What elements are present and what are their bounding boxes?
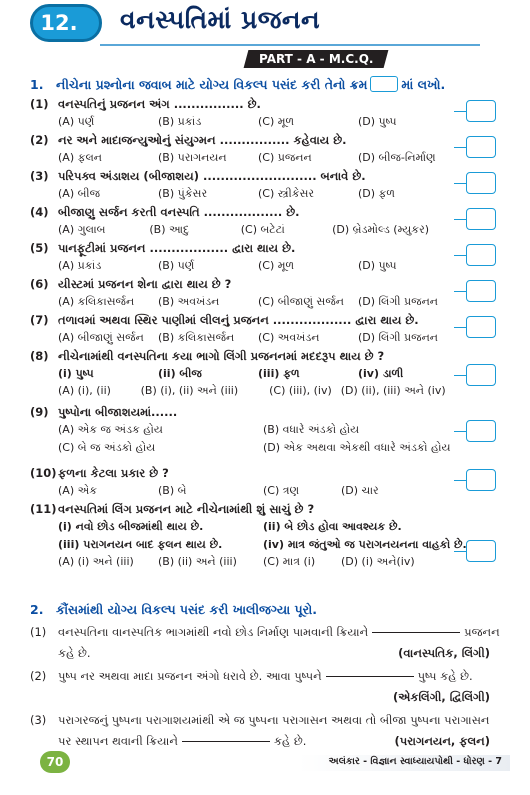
fill-text-line2: પર સ્થાપન થવાની ક્રિયાને [58, 734, 178, 748]
answer-box-5[interactable] [466, 244, 496, 266]
answer-box-6[interactable] [466, 280, 496, 302]
question-stem: બીજાણુ સર્જન કરતી વનસ્પતિ .................. છે. [58, 205, 300, 219]
item-iv: (iv) માત્ર જંતુઓ જ પરાગનયનના વાહકો છે. [263, 538, 467, 551]
blank-line[interactable] [372, 632, 460, 633]
option-b[interactable]: (B) (ii) અને (iii) [158, 555, 237, 568]
part-banner [244, 50, 389, 68]
item-iii: (iii) ફળ [258, 367, 300, 380]
section-number: 1. [30, 77, 44, 92]
option-b[interactable]: (B) આદુ [149, 223, 190, 236]
answer-box-2[interactable] [466, 136, 496, 158]
question-number: (5) [30, 241, 49, 255]
option-a[interactable]: (A) એક જ અંડક હોય [58, 423, 163, 436]
option-c[interactable]: (C) (iii), (iv) [269, 384, 332, 397]
question-number: (11) [30, 502, 57, 516]
question-number: (3) [30, 169, 49, 183]
item-iii: (iii) પરાગનયન બાદ ફલન થાય છે. [58, 538, 223, 551]
fill-text: પરાગરજનું પુષ્પના પરાગાશયમાંથી એ જ પુષ્પના પરાગાસન અથવા તો બીજા પુષ્પના પરાગાસન [58, 713, 490, 727]
option-d[interactable]: (D) (i) અને(iv) [341, 555, 415, 568]
blank-line[interactable] [326, 676, 414, 677]
fill-hint: (વાનસ્પતિક, લિંગી) [398, 646, 490, 660]
part-label: PART - A - M.C.Q. [258, 52, 374, 66]
option-b[interactable]: (B) (i), (ii) અને (iii) [140, 384, 239, 397]
question-number: (6) [30, 277, 49, 291]
option-a[interactable]: (A) પર્ણ [58, 115, 95, 128]
option-b[interactable]: (B) અવખંડન [158, 295, 220, 308]
fill-text-line2: કહે છે. [58, 646, 91, 660]
question-1 [30, 97, 460, 129]
option-c[interactable]: (C) મૂળ [258, 115, 295, 128]
question-11 [30, 502, 467, 569]
section-instruction: નીચેના પ્રશ્નોના જવાબ માટે યોગ્ય વિકલ્પ પસંદ કરી તેનો ક્રમ [56, 77, 368, 92]
option-a[interactable]: (A) (i) અને (iii) [58, 555, 134, 568]
option-d[interactable]: (D) લિંગી પ્રજનન [358, 295, 438, 308]
option-b[interactable]: (B) પરાગનયન [158, 151, 227, 164]
question-stem: તળાવમાં અથવા સ્થિર પાણીમાં લીલનું પ્રજનન .................. દ્વારા થાય છે. [58, 313, 419, 327]
question-stem: પુષ્પોના બીજાશયમાં...... [58, 405, 178, 419]
question-stem: વનસ્પતિનું પ્રજનન અંગ ................ છે. [58, 97, 261, 111]
fill-text-end: પુષ્પ કહે છે. [417, 669, 473, 683]
option-b[interactable]: (B) પર્ણ [158, 259, 195, 272]
option-c[interactable]: (C) સ્ત્રીકેસર [258, 187, 315, 200]
option-a[interactable]: (A) (i), (ii) [58, 384, 111, 397]
question-4 [30, 205, 460, 237]
answer-box-1[interactable] [466, 100, 496, 122]
question-number: (1) [30, 97, 49, 111]
answer-box-3[interactable] [466, 172, 496, 194]
option-b[interactable]: (B) કલિકાસર્જન [158, 331, 235, 344]
fill-blank-2 [30, 666, 500, 704]
option-b[interactable]: (B) બે [158, 484, 187, 497]
question-3 [30, 169, 460, 201]
question-number: (4) [30, 205, 49, 219]
section-number: 2. [30, 602, 44, 617]
question-6 [30, 277, 460, 309]
option-d[interactable]: (D) (ii), (iii) અને (iv) [340, 384, 446, 397]
option-c[interactable]: (C) બટેટાં [240, 223, 285, 236]
fill-text: પુષ્પ નર અથવા માદા પ્રજનન અંગો ધરાવે છે. આવા પુષ્પને [58, 669, 322, 683]
question-stem: નર અને માદાજન્યુઓનું સંયુગ્મન ................ કહેવાય છે. [58, 133, 347, 147]
option-b[interactable]: (B) પ્રકાંડ [158, 115, 202, 128]
answer-box-9[interactable] [466, 420, 496, 442]
chapter-number-badge: 12. [30, 4, 102, 42]
fill-text-end: પ્રજનન [464, 625, 500, 639]
chapter-title: વનસ્પતિમાં પ્રજનન [120, 5, 321, 34]
answer-box-11[interactable] [466, 540, 496, 562]
fill-text: વનસ્પતિના વાનસ્પતિક ભાગમાંથી નવો છોડ નિર્માણ પામવાની ક્રિયાને [58, 625, 369, 639]
option-b[interactable]: (B) પુંકેસર [158, 187, 208, 200]
option-a[interactable]: (A) એક [58, 484, 97, 497]
option-d[interactable]: (D) બીજ-નિર્માણ [358, 151, 436, 164]
option-c[interactable]: (C) બે જ અંડકો હોય [58, 441, 156, 454]
answer-box-7[interactable] [466, 316, 496, 338]
fill-number: (2) [30, 669, 47, 683]
fill-number: (1) [30, 625, 47, 639]
question-stem: નીચેનામાંથી વનસ્પતિના કયા ભાગો લિંગી પ્રજનનમાં મદદરૂપ થાય છે ? [58, 349, 385, 363]
question-stem: વનસ્પતિમાં લિંગ પ્રજનન માટે નીચેનામાંથી શું સાચું છે ? [58, 502, 315, 516]
section-2-heading [30, 602, 317, 618]
answer-box-10[interactable] [466, 469, 496, 491]
option-d[interactable]: (D) લિંગી પ્રજનન [358, 331, 438, 344]
item-i: (i) નવો છોડ બીજમાંથી થાય છે. [58, 520, 204, 533]
page-number: 70 [40, 751, 70, 773]
option-d[interactable]: (D) એક અથવા એકથી વધારે અંડકો હોય [263, 441, 451, 454]
question-number: (7) [30, 313, 49, 327]
item-ii: (ii) બે છોડ હોવા આવશ્યક છે. [263, 520, 402, 533]
option-d[interactable]: (D) બ્રેડમોલ્ડ (મ્યુકર) [332, 223, 430, 236]
question-2 [30, 133, 460, 165]
question-stem: પરિપક્વ અંડાશય (બીજાશય) .......................... બનાવે છે. [58, 169, 366, 183]
option-a[interactable]: (A) પ્રકાંડ [58, 259, 102, 272]
option-d[interactable]: (D) ફળ [358, 187, 395, 200]
question-number: (2) [30, 133, 49, 147]
question-number: (9) [30, 405, 49, 419]
question-7 [30, 313, 460, 345]
question-stem: ફળના કેટલા પ્રકાર છે ? [58, 466, 169, 480]
option-b[interactable]: (B) વધારે અંડકો હોય [263, 423, 360, 436]
section-1-heading [30, 76, 445, 93]
item-iv: (iv) ડાળી [358, 367, 404, 380]
question-stem: યીસ્ટમાં પ્રજનન શેના દ્વારા થાય છે ? [58, 277, 232, 291]
item-ii: (ii) બીજ [158, 367, 202, 380]
footer-book-title: અલંકાર - વિજ્ઞાન સ્વાધ્યાયપોથી - ધોરણ - 7 [328, 756, 502, 767]
answer-box-8[interactable] [466, 364, 496, 386]
option-a[interactable]: (A) બીજાણું સર્જન [58, 331, 144, 344]
option-a[interactable]: (A) ગુલાબ [58, 223, 106, 236]
question-8 [30, 349, 460, 398]
answer-box-4[interactable] [466, 208, 496, 230]
option-c[interactable]: (C) ત્રણ [263, 484, 300, 497]
fill-blank-1 [30, 622, 500, 664]
title-underline [100, 44, 480, 46]
question-10 [30, 466, 460, 498]
question-number: (8) [30, 349, 49, 363]
answer-box-sample [370, 76, 398, 92]
option-a[interactable]: (A) બીજ [58, 187, 100, 200]
option-a[interactable]: (A) કલિકાસર્જન [58, 295, 135, 308]
question-5 [30, 241, 460, 273]
option-c[interactable]: (C) અવખંડન [258, 331, 320, 344]
section-instruction-end: માં લખો. [401, 77, 446, 92]
question-9 [30, 405, 460, 455]
option-d[interactable]: (D) પુષ્પ [358, 115, 397, 128]
fill-number: (3) [30, 713, 47, 727]
option-c[interactable]: (C) મૂળ [258, 259, 295, 272]
option-c[interactable]: (C) બીજાણું સર્જન [258, 295, 344, 308]
question-stem: પાનફૂટીમાં પ્રજનન .................. દ્વારા થાય છે. [58, 241, 296, 255]
fill-hint: (પરાગનયન, ફલન) [394, 734, 490, 748]
fill-hint: (એકલિંગી, દ્વિલિંગી) [392, 690, 490, 704]
question-number: (10) [30, 466, 57, 480]
option-c[interactable]: (C) માત્ર (i) [263, 555, 316, 568]
blank-line[interactable] [182, 741, 270, 742]
option-c[interactable]: (C) પ્રજનન [258, 151, 312, 164]
option-d[interactable]: (D) પુષ્પ [358, 259, 397, 272]
option-a[interactable]: (A) ફલન [58, 151, 102, 164]
section-instruction: કૌંસમાંથી યોગ્ય વિકલ્પ પસંદ કરી ખાલીજગ્યા પૂરો. [56, 602, 317, 617]
option-d[interactable]: (D) ચાર [341, 484, 379, 497]
item-i: (i) પુષ્પ [58, 367, 94, 380]
fill-blank-3 [30, 710, 500, 752]
fill-text-end: કહે છે. [273, 734, 307, 748]
